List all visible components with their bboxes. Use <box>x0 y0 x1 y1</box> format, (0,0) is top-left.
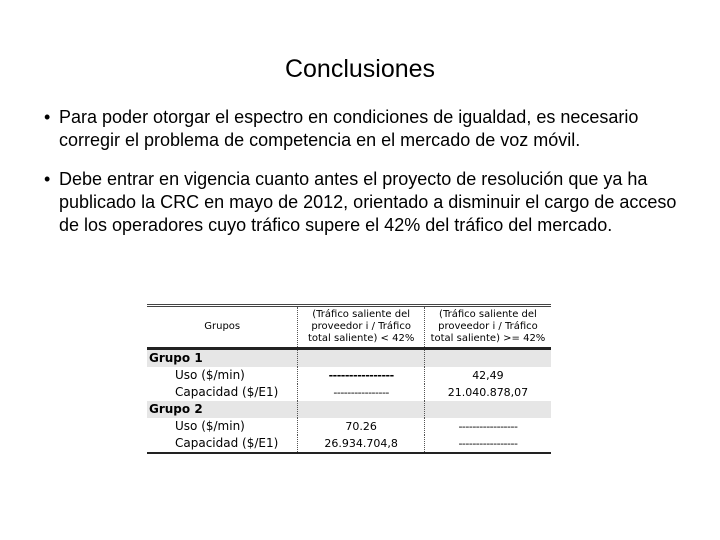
table-row <box>147 435 551 453</box>
bullet-text: Para poder otorgar el espectro en condiciones de igualdad, es necesario corregir el problema de competencia en el mercado de voz móvil. <box>59 107 639 150</box>
group-label: Grupo 2 <box>147 401 298 418</box>
cell-above-42: ----------------- <box>424 418 551 435</box>
cell-above-42: ----------------- <box>424 435 551 453</box>
table-header-row <box>147 306 551 349</box>
bullet-item <box>44 168 684 237</box>
row-label: Capacidad ($/E1) <box>175 385 279 399</box>
bullet-item <box>44 106 684 152</box>
cell-above-42: 42,49 <box>424 367 551 384</box>
bullet-list <box>44 106 684 253</box>
access-charge-table <box>147 304 551 454</box>
cell-above-42: 21.040.878,07 <box>424 384 551 401</box>
row-label: Capacidad ($/E1) <box>147 435 298 453</box>
group-row-1 <box>147 349 551 368</box>
slide-title: Conclusiones <box>284 55 436 83</box>
cell-below-42: 70.26 <box>298 418 425 435</box>
row-label: Uso ($/min) <box>175 419 245 433</box>
bullet-marker: • <box>44 107 51 127</box>
header-groups: Grupos <box>147 306 298 349</box>
cell-below-42: 26.934.704,8 <box>298 435 425 453</box>
row-label: Uso ($/min) <box>175 368 245 382</box>
table-row <box>147 418 551 435</box>
table-row <box>147 384 551 401</box>
table-row <box>147 367 551 384</box>
group-label: Grupo 1 <box>147 349 298 368</box>
bullet-text: Debe entrar en vigencia cuanto antes el proyecto de resolución que ya ha publicado la CRC en mayo de 2012, orientado a disminuir el cargo de acceso de los operadores cuyo tráfico supere el 42% del tráfico del mercado. <box>59 169 677 235</box>
bullet-marker: • <box>44 169 51 189</box>
cell-below-42: ---------------- <box>298 367 425 384</box>
group-row-2 <box>147 401 551 418</box>
header-above-42: (Tráfico saliente del proveedor i / Tráfico total saliente) >= 42% <box>424 306 551 349</box>
cell-below-42: ---------------- <box>298 384 425 401</box>
header-below-42: (Tráfico saliente del proveedor i / Tráfico total saliente) < 42% <box>298 306 425 349</box>
